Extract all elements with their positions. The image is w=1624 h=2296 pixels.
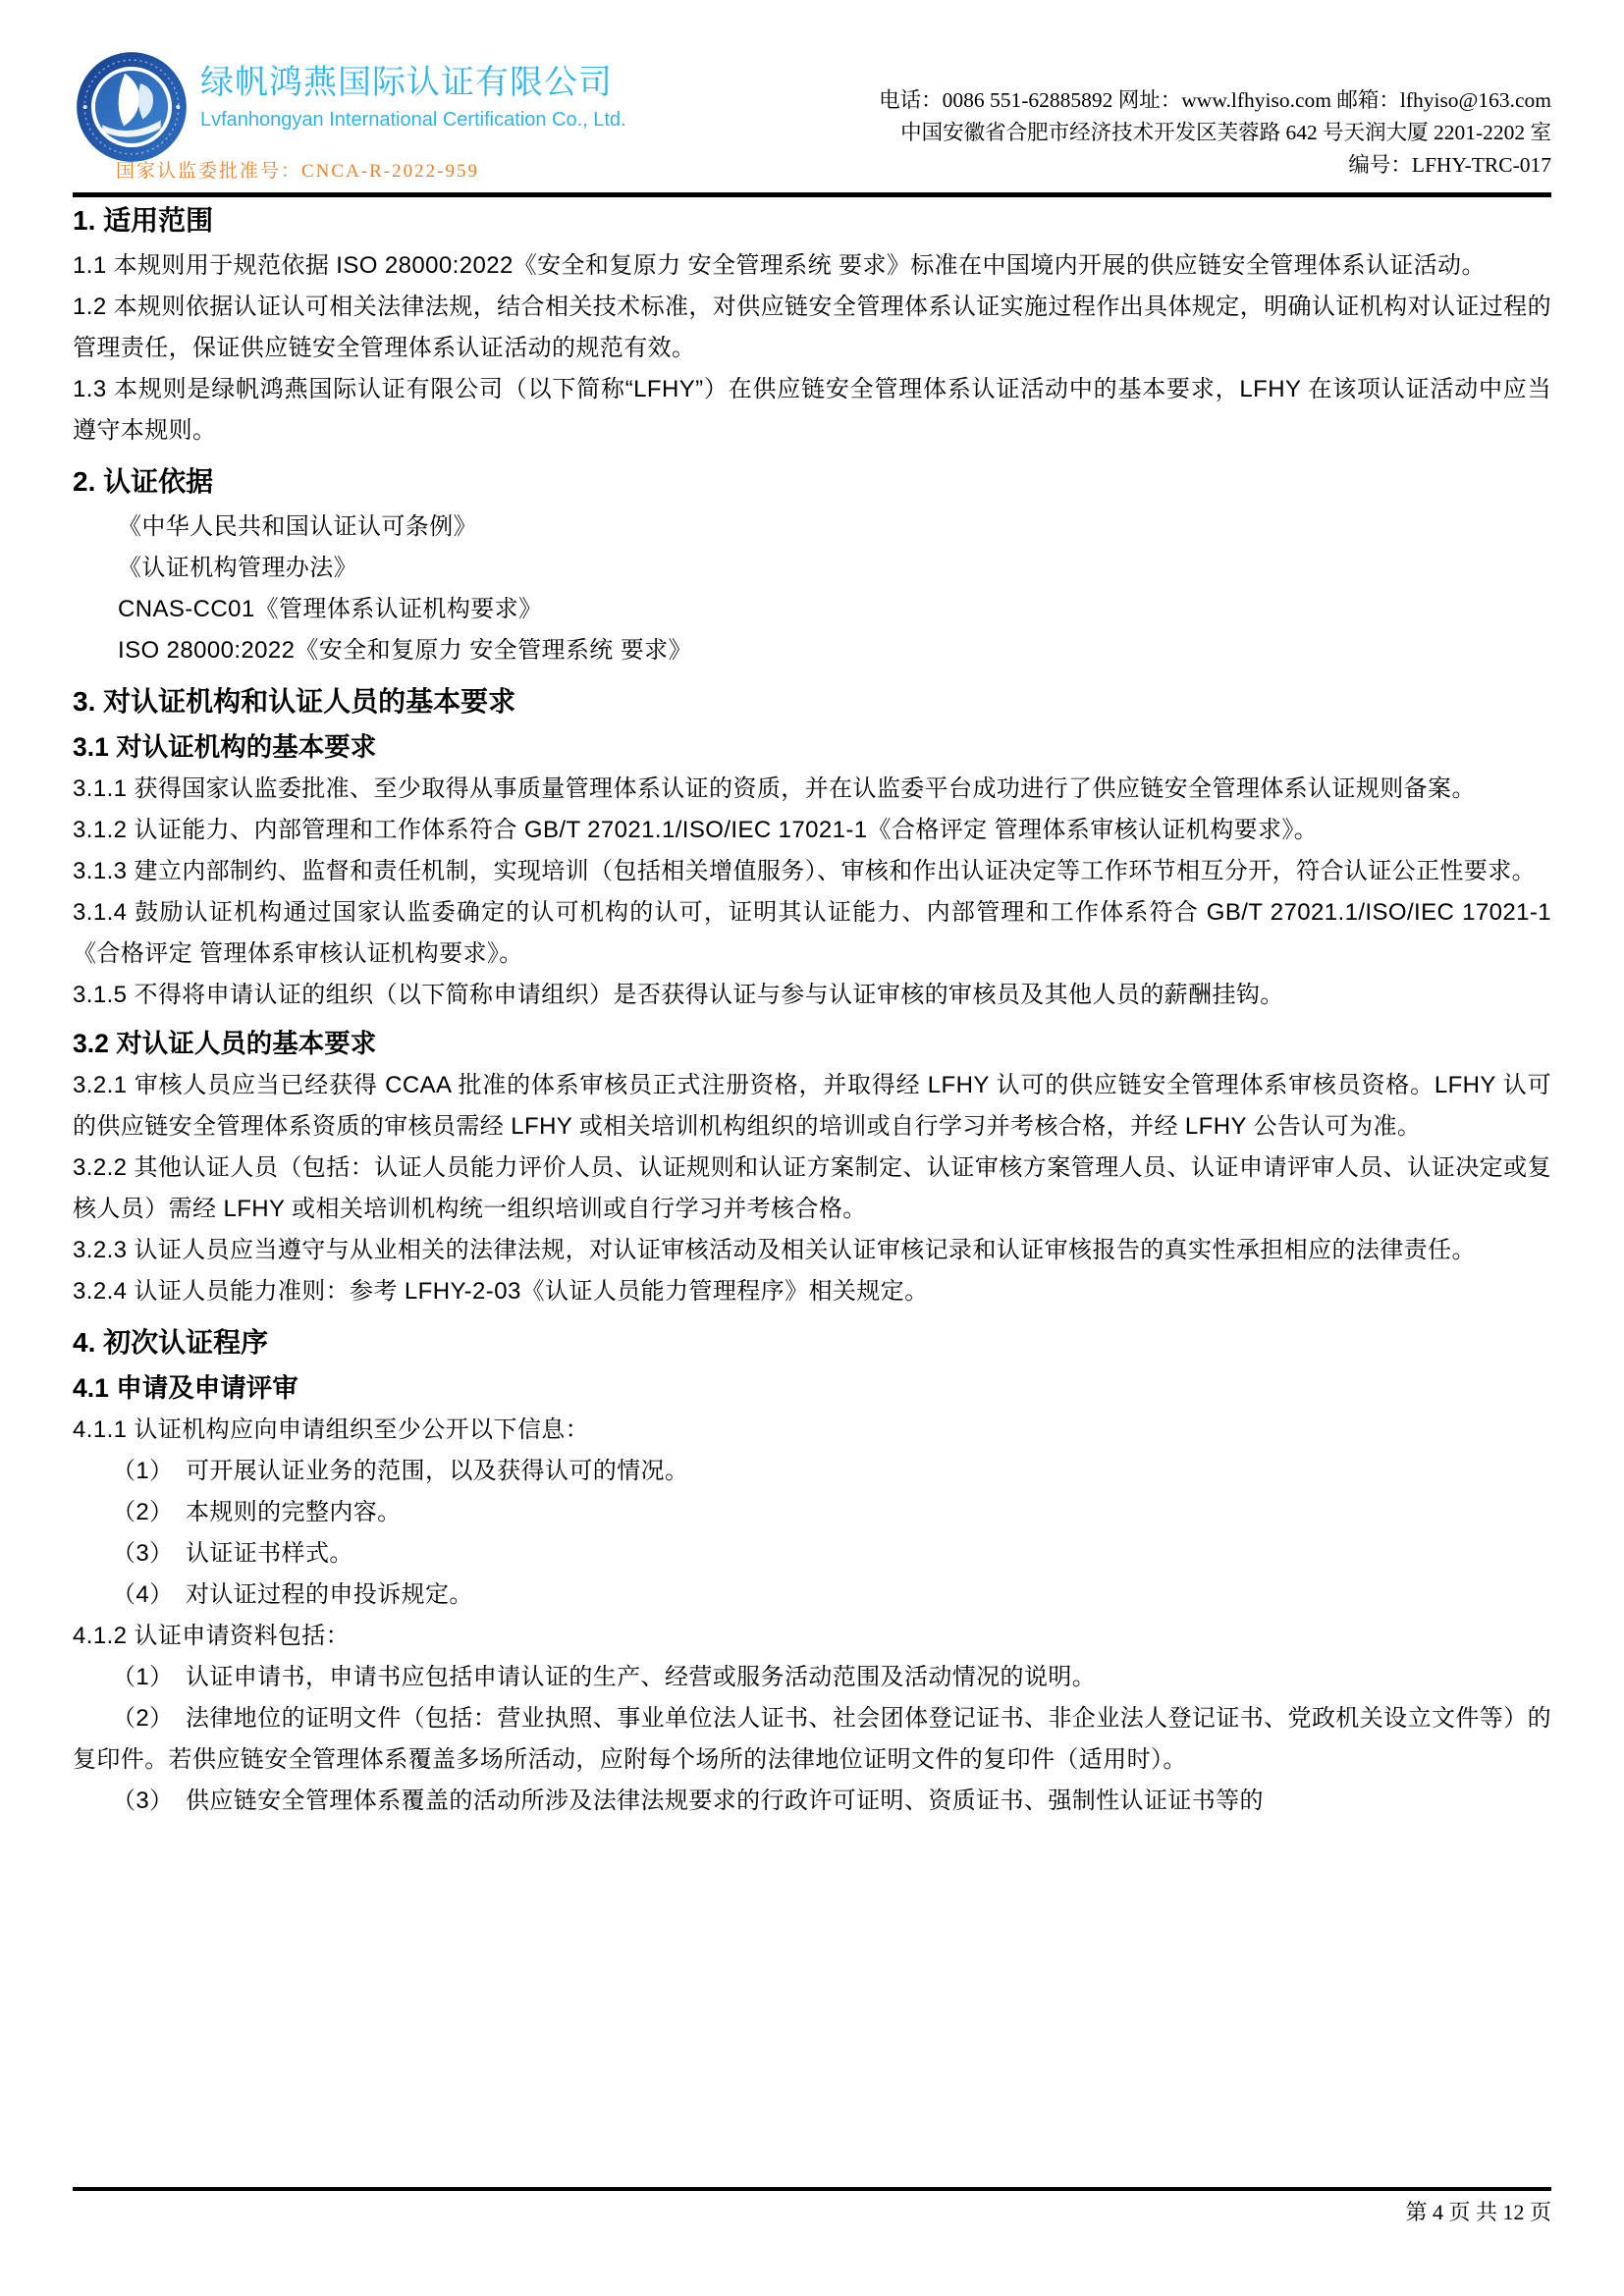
list-item: （2） 本规则的完整内容。 <box>112 1499 402 1525</box>
list-item: （3） 认证证书样式。 <box>112 1540 353 1567</box>
section-heading: 2. 认证依据 <box>73 466 214 497</box>
address-line: 中国安徽省合肥市经济技术开发区芙蓉路 642 号天润大厦 2201-2202 室 <box>900 121 1551 144</box>
section-heading: 1. 适用范围 <box>73 205 214 236</box>
document-body <box>73 203 1551 1822</box>
company-name-zh: 绿帆鸿燕国际认证有限公司 <box>200 64 613 101</box>
subsection-heading: 3.1 对认证机构的基本要求 <box>73 732 377 762</box>
footer-divider <box>73 2187 1551 2191</box>
paragraph: 3.2.3 认证人员应当遵守与从业相关的法律法规，对认证审核活动及相关认证审核记录和认证审核报告的真实性承担相应的法律责任。 <box>73 1237 1476 1263</box>
page-footer <box>73 2187 1551 2226</box>
company-names <box>200 51 626 133</box>
paragraph: 3.2.2 其他认证人员（包括：认证人员能力评价人员、认证规则和认证方案制定、认证审核方案管理人员、认证申请评审人员、认证决定或复核人员）需经 LFHY 或相关培训机构统一组织培训或自行学习并考核合格。 <box>73 1154 1551 1222</box>
approval-number: 国家认监委批准号：CNCA-R-2022-959 <box>116 161 479 182</box>
paragraph: 3.1.4 鼓励认证机构通过国家认监委确定的认可机构的认可，证明其认证能力、内部管理和工作体系符合 GB/T 27021.1/ISO/IEC 17021-1《合格评定 管理体系审核认证机构要求》。 <box>73 899 1551 967</box>
list-item: （1） 认证申请书，申请书应包括申请认证的生产、经营或服务活动范围及活动情况的说明。 <box>112 1664 1097 1690</box>
paragraph: 3.1.3 建立内部制约、监督和责任机制，实现培训（包括相关增值服务）、审核和作出认证决定等工作环节相互分开，符合认证公正性要求。 <box>73 858 1537 884</box>
reference-line: CNAS-CC01《管理体系认证机构要求》 <box>118 596 543 622</box>
list-item: （2） 法律地位的证明文件（包括：营业执照、事业单位法人证书、社会团体登记证书、非企业法人登记证书、党政机关设立文件等）的复印件。若供应链安全管理体系覆盖多场所活动，应附每个场所的法律地位证明文件的复印件（适用时）。 <box>73 1705 1551 1773</box>
letterhead-contact <box>879 51 1551 182</box>
company-logo-icon <box>75 51 189 163</box>
reference-line: 《中华人民共和国认证认可条例》 <box>118 513 477 540</box>
paragraph: 3.1.2 认证能力、内部管理和工作体系符合 GB/T 27021.1/ISO/IEC 17021-1《合格评定 管理体系审核认证机构要求》。 <box>73 817 1319 843</box>
paragraph: 4.1.1 认证机构应向申请组织至少公开以下信息： <box>73 1416 590 1443</box>
paragraph: 3.1.1 获得国家认监委批准、至少取得从事质量管理体系认证的资质，并在认监委平台成功进行了供应链安全管理体系认证规则备案。 <box>73 775 1476 802</box>
doc-number: 编号：LFHY-TRC-017 <box>1348 153 1551 177</box>
reference-line: 《认证机构管理办法》 <box>118 555 357 581</box>
subsection-heading: 3.2 对认证人员的基本要求 <box>73 1029 377 1058</box>
page-number: 第 4 页 共 12 页 <box>1405 2200 1551 2224</box>
paragraph: 3.1.5 不得将申请认证的组织（以下简称申请组织）是否获得认证与参与认证审核的审核员及其他人员的薪酬挂钩。 <box>73 982 1284 1008</box>
header-divider <box>73 192 1551 197</box>
paragraph: 1.1 本规则用于规范依据 ISO 28000:2022《安全和复原力 安全管理系统 要求》标准在中国境内开展的供应链安全管理体系认证活动。 <box>73 252 1486 279</box>
company-name-en: Lvfanhongyan International Certification Co., Ltd. <box>200 109 626 131</box>
list-item: （4） 对认证过程的申投诉规定。 <box>112 1581 473 1608</box>
paragraph: 3.2.1 审核人员应当已经获得 CCAA 批准的体系审核员正式注册资格，并取得经 LFHY 认可的供应链安全管理体系审核员资格。LFHY 认可的供应链安全管理体系资质的审核员需经 LFHY 或相关培训机构组织的培训或自行学习并考核合格，并经 LFHY 公告认可为准。 <box>73 1072 1551 1140</box>
list-item: （3） 供应链安全管理体系覆盖的活动所涉及法律法规要求的行政许可证明、资质证书、强制性认证证书等的 <box>112 1788 1264 1814</box>
paragraph: 3.2.4 认证人员能力准则：参考 LFHY-2-03《认证人员能力管理程序》相关规定。 <box>73 1278 929 1305</box>
list-item: （1） 可开展认证业务的范围，以及获得认可的情况。 <box>112 1458 689 1484</box>
contact-line: 电话：0086 551-62885892 网址：www.lfhyiso.com 邮箱：lfhyiso@163.com <box>879 88 1551 112</box>
letterhead-left <box>73 51 626 188</box>
subsection-heading: 4.1 申请及申请评审 <box>73 1373 298 1403</box>
reference-line: ISO 28000:2022《安全和复原力 安全管理系统 要求》 <box>118 637 692 664</box>
letterhead <box>73 51 1551 188</box>
section-heading: 4. 初次认证程序 <box>73 1327 269 1358</box>
paragraph: 1.2 本规则依据认证认可相关法律法规，结合相关技术标准，对供应链安全管理体系认证实施过程作出具体规定，明确认证机构对认证过程的管理责任，保证供应链安全管理体系认证活动的规范有效。 <box>73 294 1551 361</box>
paragraph: 4.1.2 认证申请资料包括： <box>73 1623 351 1649</box>
paragraph: 1.3 本规则是绿帆鸿燕国际认证有限公司（以下简称“LFHY”）在供应链安全管理体系认证活动中的基本要求，LFHY 在该项认证活动中应当遵守本规则。 <box>73 376 1551 444</box>
section-heading: 3. 对认证机构和认证人员的基本要求 <box>73 686 516 717</box>
